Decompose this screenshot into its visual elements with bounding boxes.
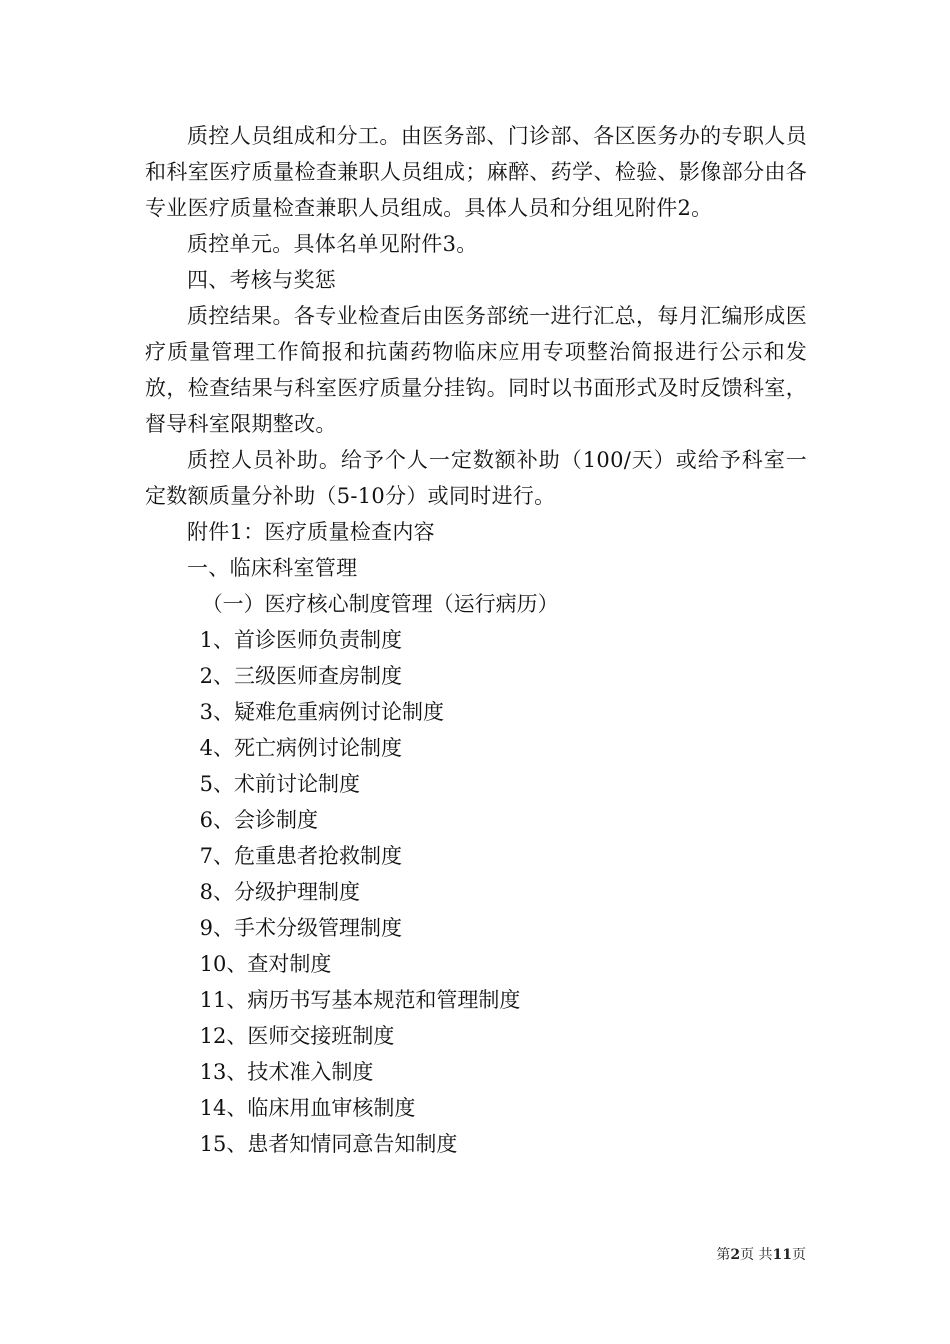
page-footer: [0, 1245, 806, 1265]
footer-middle: 页 共: [740, 1247, 773, 1263]
subheading-core-systems: （一）医疗核心制度管理（运行病历）: [201, 592, 559, 616]
list-item: 7、危重患者抢救制度: [199, 844, 402, 868]
list-item: 15、患者知情同意告知制度: [199, 1132, 458, 1156]
attachment-title: 附件1：医疗质量检查内容: [187, 520, 435, 544]
list-item: 11、病历书写基本规范和管理制度: [199, 988, 521, 1012]
list-item: 1、首诊医师负责制度: [199, 628, 402, 652]
footer-total-pages: 11: [772, 1247, 792, 1263]
list-item: 14、临床用血审核制度: [199, 1096, 416, 1120]
list-item: 9、手术分级管理制度: [199, 916, 402, 940]
footer-suffix: 页: [792, 1247, 806, 1263]
section-heading-clinical: 一、临床科室管理: [187, 556, 358, 580]
paragraph-qc-results: 质控结果。各专业检查后由医务部统一进行汇总，每月汇编形成医疗质量管理工作简报和抗菌药物临床应用专项整治简报进行公示和发放，检查结果与科室医疗质量分挂钩。同时以书面形式及时反馈科室，督导科室限期整改。: [145, 304, 807, 436]
list-item: 4、死亡病例讨论制度: [199, 736, 402, 760]
list-item: 12、医师交接班制度: [199, 1024, 395, 1048]
paragraph-staff-composition: 质控人员组成和分工。由医务部、门诊部、各区医务办的专职人员和科室医疗质量检查兼职人员组成；麻醉、药学、检验、影像部分由各专业医疗质量检查兼职人员组成。具体人员和分组见附件2。: [145, 124, 807, 220]
section-heading-assessment: 四、考核与奖惩: [187, 268, 337, 292]
document-body: [145, 118, 807, 1162]
paragraph-qc-units: 质控单元。具体名单见附件3。: [187, 232, 478, 256]
list-item: 2、三级医师查房制度: [199, 664, 402, 688]
list-item: 10、查对制度: [199, 952, 332, 976]
paragraph-staff-subsidy: 质控人员补助。给予个人一定数额补助（100/天）或给予科室一定数额质量分补助（5-10分）或同时进行。: [145, 448, 807, 508]
list-item: 8、分级护理制度: [199, 880, 360, 904]
footer-current-page: 2: [730, 1247, 741, 1263]
list-item: 3、疑难危重病例讨论制度: [199, 700, 444, 724]
footer-prefix: 第: [716, 1247, 731, 1263]
list-item: 5、术前讨论制度: [199, 772, 360, 796]
list-item: 13、技术准入制度: [199, 1060, 374, 1084]
list-item: 6、会诊制度: [199, 808, 318, 832]
